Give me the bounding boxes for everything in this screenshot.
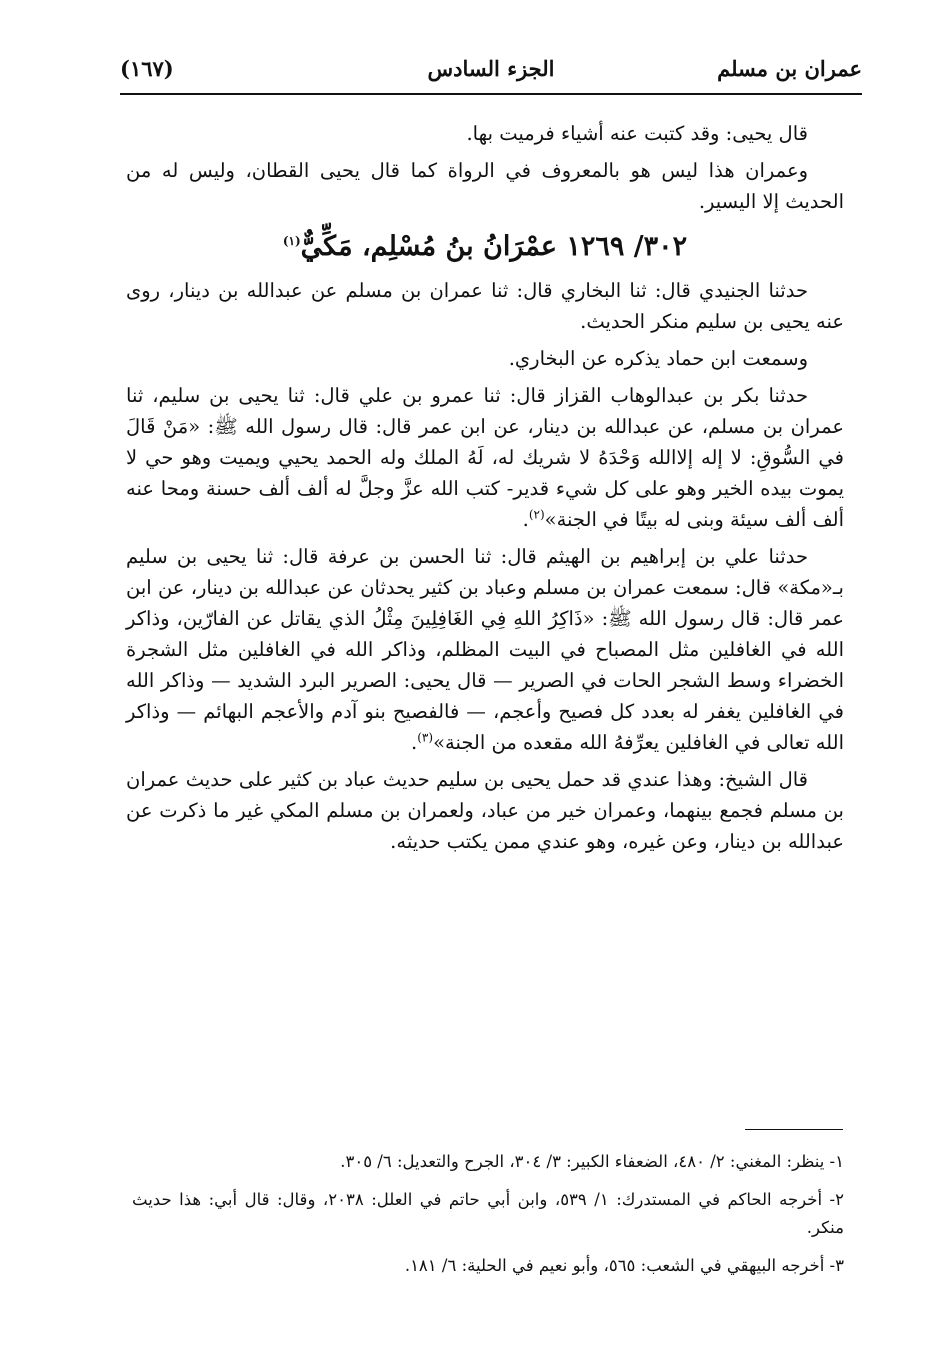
running-title: عمران بن مسلم (717, 56, 862, 81)
page-header (120, 52, 862, 92)
volume-title: الجزء السادس (427, 56, 555, 81)
entry-heading (126, 227, 844, 267)
page-number: (١٦٧) (120, 56, 174, 81)
paragraph-7: قال الشيخ: وهذا عندي قد حمل يحيى بن سليم حديث عباد بن كثير على حديث عمران بن مسلم فجمع بينهما، وعمران خير من عباد، ولعمران بن مسلم المكي غير ما ذكرت عن عبدالله بن دينار، وعن غيره، وهو عندي ممن يكتب حديثه. (126, 768, 844, 853)
header-rule (120, 93, 862, 95)
paragraph-3: حدثنا الجنيدي قال: ثنا البخاري قال: ثنا عمران بن مسلم عن عبدالله بن دينار، روى عنه يحيى بن سليم منكر الحديث. (126, 279, 844, 333)
footnotes (132, 1148, 844, 1290)
footnote-3: ٣- أخرجه البيهقي في الشعب: ٥٦٥، وأبو نعيم في الحلية: ٦/ ١٨١. (404, 1256, 844, 1275)
footnote-2: ٢- أخرجه الحاكم في المستدرك: ١/ ٥٣٩، وابن أبي حاتم في العلل: ٢٠٣٨، وقال: قال أبي: هذا حديث منكر. (132, 1190, 844, 1237)
paragraph-6: حدثنا علي بن إبراهيم بن الهيثم قال: ثنا الحسن بن عرفة قال: ثنا يحيى بن سليم بـ«مكة» قال: سمعت عمران بن مسلم وعباد بن كثير يحدثان عن عبدالله بن دينار، عن ابن عمر قال: قال رسول الله ﷺ: «ذَاكِرُ اللهِ فِي الغَافِلِينَ مِثْلُ الذي يقاتل عن الفارّين، وذاكر الله في الغافلين مثل المصباح في البيت المظلم، وذاكر الله في الغافلين مثل الشجرة الخضراء وسط الشجر الحات في الصرير — قال يحيى: الصرير البرد الشديد — وذاكر الله في الغافلين يغفر له بعدد كل فصيح وأعجم، — فالفصيح بنو آدم والأعجم البهائم — وذاكر الله تعالى في الغافلين يعرِّفهُ الله مقعده من الجنة»$^{(٣)}$. (126, 545, 844, 754)
footnote-ref-1: (١) (282, 234, 301, 248)
paragraph-1: قال يحيى: وقد كتبت عنه أشياء فرميت بها. (466, 122, 808, 145)
paragraph-5-text: حدثنا بكر بن عبدالوهاب القزاز قال: ثنا عمرو بن علي قال: ثنا يحيى بن سليم، ثنا عمران بن مسلم، عن عبدالله بن دينار، عن ابن عمر قال: قال رسول الله ﷺ: «مَنْ قَالَ في السُّوقِ: لا إله إلاالله وَحْدَهُ لا شريك له، لَهُ الملك وله الحمد يحيي ويميت وهو حي لا يموت بيده الخير وهو على كل شيء قدير- كتب الله عزَّ وجلَّ له ألف ألف حسنة ومحا عنه ألف ألف سيئة وبنى له بيتًا في الجنة» (126, 384, 844, 531)
paragraph-5: حدثنا بكر بن عبدالوهاب القزاز قال: ثنا عمرو بن علي قال: ثنا يحيى بن سليم، ثنا عمران بن مسلم، عن عبدالله بن دينار، عن ابن عمر قال: قال رسول الله ﷺ: «مَنْ قَالَ في السُّوقِ: لا إله إلاالله وَحْدَهُ لا شريك له، لَهُ الملك وله الحمد يحيي ويميت وهو حي لا يموت بيده الخير وهو على كل شيء قدير- كتب الله عزَّ وجلَّ له ألف ألف حسنة ومحا عنه ألف ألف سيئة وبنى له بيتًا في الجنة»$^{(٢)}$. (126, 384, 844, 531)
paragraph-6-text: حدثنا علي بن إبراهيم بن الهيثم قال: ثنا الحسن بن عرفة قال: ثنا يحيى بن سليم بـ«مكة» قال: سمعت عمران بن مسلم وعباد بن كثير يحدثان عن عبدالله بن دينار، عن ابن عمر قال: قال رسول الله ﷺ: «ذَاكِرُ اللهِ فِي الغَافِلِينَ مِثْلُ الذي يقاتل عن الفارّين، وذاكر الله في الغافلين مثل المصباح في البيت المظلم، وذاكر الله في الغافلين مثل الشجرة الخضراء وسط الشجر الحات في الصرير — قال يحيى: الصرير البرد الشديد — وذاكر الله في الغافلين يغفر له بعدد كل فصيح وأعجم، — فالفصيح بنو آدم والأعجم البهائم — وذاكر الله تعالى في الغافلين يعرِّفهُ الله مقعده من الجنة» (126, 545, 844, 754)
paragraph-2: وعمران هذا ليس هو بالمعروف في الرواة كما قال يحيى القطان، وليس له من الحديث إلا اليسير. (126, 159, 844, 213)
entry-heading-text: ٣٠٢/ ١٢٦٩ عمْرَانُ بنُ مُسْلِم، مَكِّيٌّ (300, 231, 688, 262)
footnote-ref-3: (٣) (417, 730, 434, 745)
footnote-1: ١- ينظر: المغني: ٢/ ٤٨٠، الضعفاء الكبير: ٣/ ٣٠٤، الجرح والتعديل: ٦/ ٣٠٥. (340, 1152, 844, 1171)
footnote-rule (745, 1129, 843, 1130)
footnote-ref-2: (٢) (528, 507, 545, 522)
paragraph-4: وسمعت ابن حماد يذكره عن البخاري. (508, 347, 808, 370)
main-text (126, 118, 844, 863)
